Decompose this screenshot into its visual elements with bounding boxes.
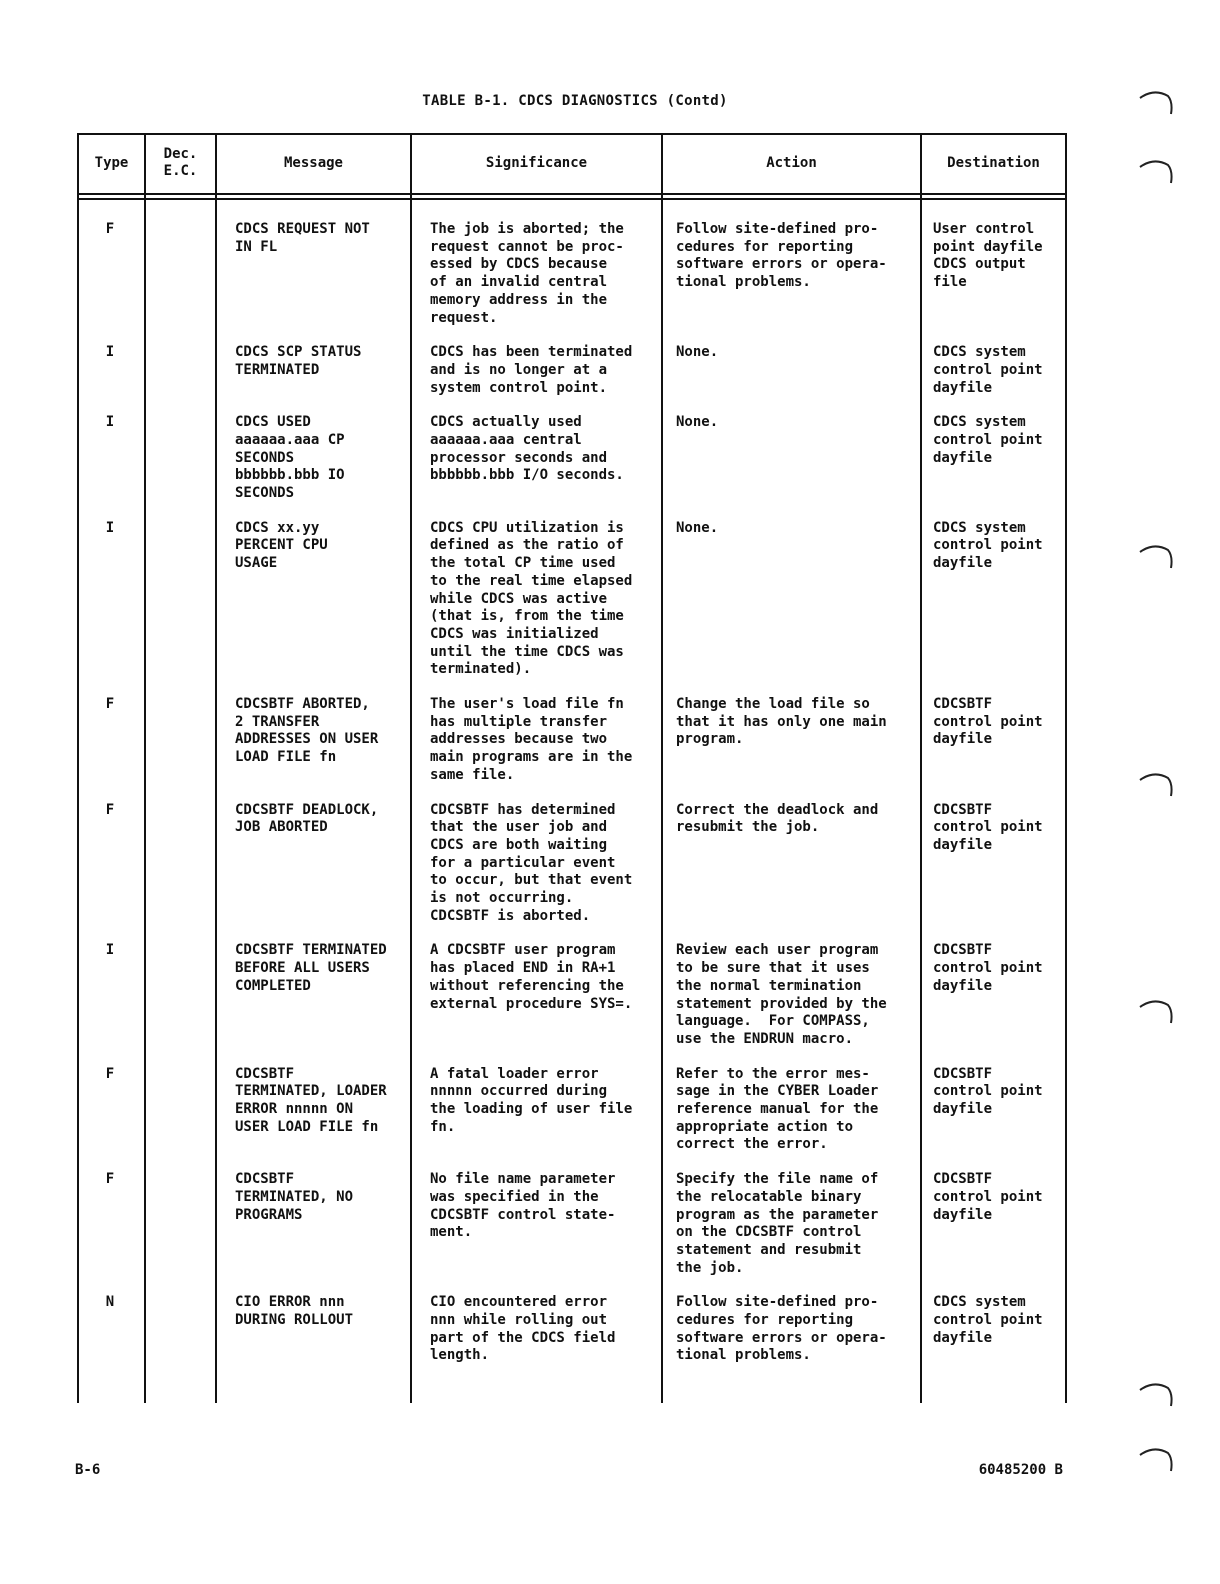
- table-row: [77, 1294, 1067, 1382]
- row-message: CDCS xx.yy PERCENT CPU USAGE: [235, 519, 328, 572]
- header-message: Message: [283, 154, 343, 171]
- row-destination: CDCSBTF control point dayfile: [933, 696, 1043, 748]
- document-number: 60485200 B: [978, 1462, 1063, 1478]
- row-destination: User control point dayfile CDCS output file: [933, 221, 1043, 291]
- row-message: CDCSBTF DEADLOCK, JOB ABORTED: [235, 801, 379, 836]
- row-destination: CDCSBTF control point dayfile: [933, 942, 1043, 994]
- header-significance: Significance: [485, 154, 588, 171]
- row-action: None.: [676, 414, 719, 431]
- table-row: [77, 696, 1067, 802]
- row-significance: CIO encountered error nnn while rolling out part of the CDCS field length.: [430, 1294, 616, 1364]
- table-body: [77, 221, 1067, 1382]
- binder-hole-icon: [1138, 155, 1174, 185]
- row-significance: A fatal loader error nnnnn occurred during the loading of user file fn.: [430, 1065, 633, 1135]
- header-rule: [77, 198, 1065, 200]
- row-action: None.: [676, 344, 719, 361]
- row-action: Change the load file so that it has only one main program.: [676, 696, 887, 748]
- binder-hole-icon: [1138, 86, 1174, 116]
- row-destination: CDCSBTF control point dayfile: [933, 1171, 1043, 1223]
- row-significance: The user's load file fn has multiple transfer addresses because two main programs are in the same file.: [430, 696, 633, 783]
- row-type: N: [105, 1294, 115, 1311]
- row-type: F: [105, 801, 115, 818]
- table-row: [77, 942, 1067, 1065]
- row-message: CDCSBTF ABORTED, 2 TRANSFER ADDRESSES ON USER LOAD FILE fn: [235, 696, 379, 766]
- table-row: [77, 221, 1067, 344]
- row-type: I: [105, 344, 115, 361]
- row-destination: CDCS system control point dayfile: [933, 344, 1043, 396]
- row-type: I: [105, 519, 115, 536]
- row-message: CDCS SCP STATUS TERMINATED: [235, 344, 362, 378]
- row-type: I: [105, 414, 115, 431]
- row-significance: CDCS actually used aaaaaa.aaa central processor seconds and bbbbbb.bbb I/O seconds.: [430, 414, 624, 484]
- table-row: [77, 520, 1067, 696]
- row-message: CDCS USED aaaaaa.aaa CP SECONDS bbbbbb.bbb IO SECONDS: [235, 414, 345, 502]
- row-message: CIO ERROR nnn DURING ROLLOUT: [235, 1294, 354, 1329]
- header-action: Action: [766, 154, 817, 171]
- row-action: Review each user program to be sure that it uses the normal termination statement provided by the language. For COMPASS, use the ENDRUN macro.: [676, 942, 887, 1047]
- binder-hole-icon: [1138, 995, 1174, 1025]
- row-action: Follow site-defined pro- cedures for reporting software errors or opera- tional problems.: [676, 221, 887, 291]
- binder-hole-icon: [1138, 540, 1174, 570]
- row-action: Specify the file name of the relocatable binary program as the parameter on the CDCSBTF control statement and resubmit the job.: [676, 1171, 879, 1276]
- row-significance: The job is aborted; the request cannot be proc- essed by CDCS because of an invalid central memory address in the request.: [430, 221, 624, 326]
- row-significance: A CDCSBTF user program has placed END in RA+1 without referencing the external procedure SYS=.: [430, 942, 633, 1012]
- table-row: [77, 1066, 1067, 1172]
- header-rule: [77, 193, 1065, 195]
- table-row: [77, 414, 1067, 520]
- row-type: I: [105, 942, 115, 959]
- table-row: [77, 802, 1067, 943]
- header-type: Type: [94, 154, 129, 171]
- row-action: None.: [676, 519, 719, 536]
- row-action: Follow site-defined pro- cedures for reporting software errors or opera- tional problems.: [676, 1294, 887, 1364]
- table-row: [77, 1171, 1067, 1294]
- row-message: CDCSBTF TERMINATED, LOADER ERROR nnnnn ON USER LOAD FILE fn: [235, 1065, 387, 1135]
- row-significance: CDCSBTF has determined that the user job and CDCS are both waiting for a particular event to occur, but that event is not occurring. CDCSBTF is aborted.: [430, 801, 633, 924]
- page-number: B-6: [75, 1462, 101, 1478]
- row-message: CDCSBTF TERMINATED BEFORE ALL USERS COMPLETED: [235, 942, 387, 994]
- table-row: [77, 344, 1067, 414]
- table-title: TABLE B-1. CDCS DIAGNOSTICS (Contd): [422, 93, 728, 109]
- row-type: F: [105, 696, 115, 713]
- diagnostics-table: [77, 133, 1067, 1403]
- binder-hole-icon: [1138, 1443, 1174, 1473]
- row-destination: CDCS system control point dayfile: [933, 519, 1043, 572]
- binder-hole-icon: [1138, 1378, 1174, 1408]
- row-destination: CDCSBTF control point dayfile: [933, 801, 1043, 853]
- row-message: CDCSBTF TERMINATED, NO PROGRAMS: [235, 1171, 354, 1223]
- row-destination: CDCSBTF control point dayfile: [933, 1065, 1043, 1118]
- row-message: CDCS REQUEST NOT IN FL: [235, 221, 370, 255]
- row-type: F: [105, 221, 115, 237]
- row-significance: CDCS CPU utilization is defined as the ratio of the total CP time used to the real time elapsed while CDCS was active (that is, from the time CDCS was initialized until the time CDCS was terminated).: [430, 519, 633, 678]
- row-action: Refer to the error mes- sage in the CYBER Loader reference manual for the appropriate action to correct the error.: [676, 1065, 879, 1153]
- row-significance: No file name parameter was specified in the CDCSBTF control state- ment.: [430, 1171, 616, 1241]
- header-dec-ec: Dec. E.C.: [163, 146, 198, 179]
- row-destination: CDCS system control point dayfile: [933, 1294, 1043, 1346]
- row-significance: CDCS has been terminated and is no longer at a system control point.: [430, 344, 633, 396]
- row-action: Correct the deadlock and resubmit the job.: [676, 801, 879, 836]
- row-type: F: [105, 1171, 115, 1188]
- row-type: F: [105, 1065, 115, 1082]
- binder-hole-icon: [1138, 768, 1174, 798]
- header-destination: Destination: [947, 154, 1040, 171]
- row-destination: CDCS system control point dayfile: [933, 414, 1043, 466]
